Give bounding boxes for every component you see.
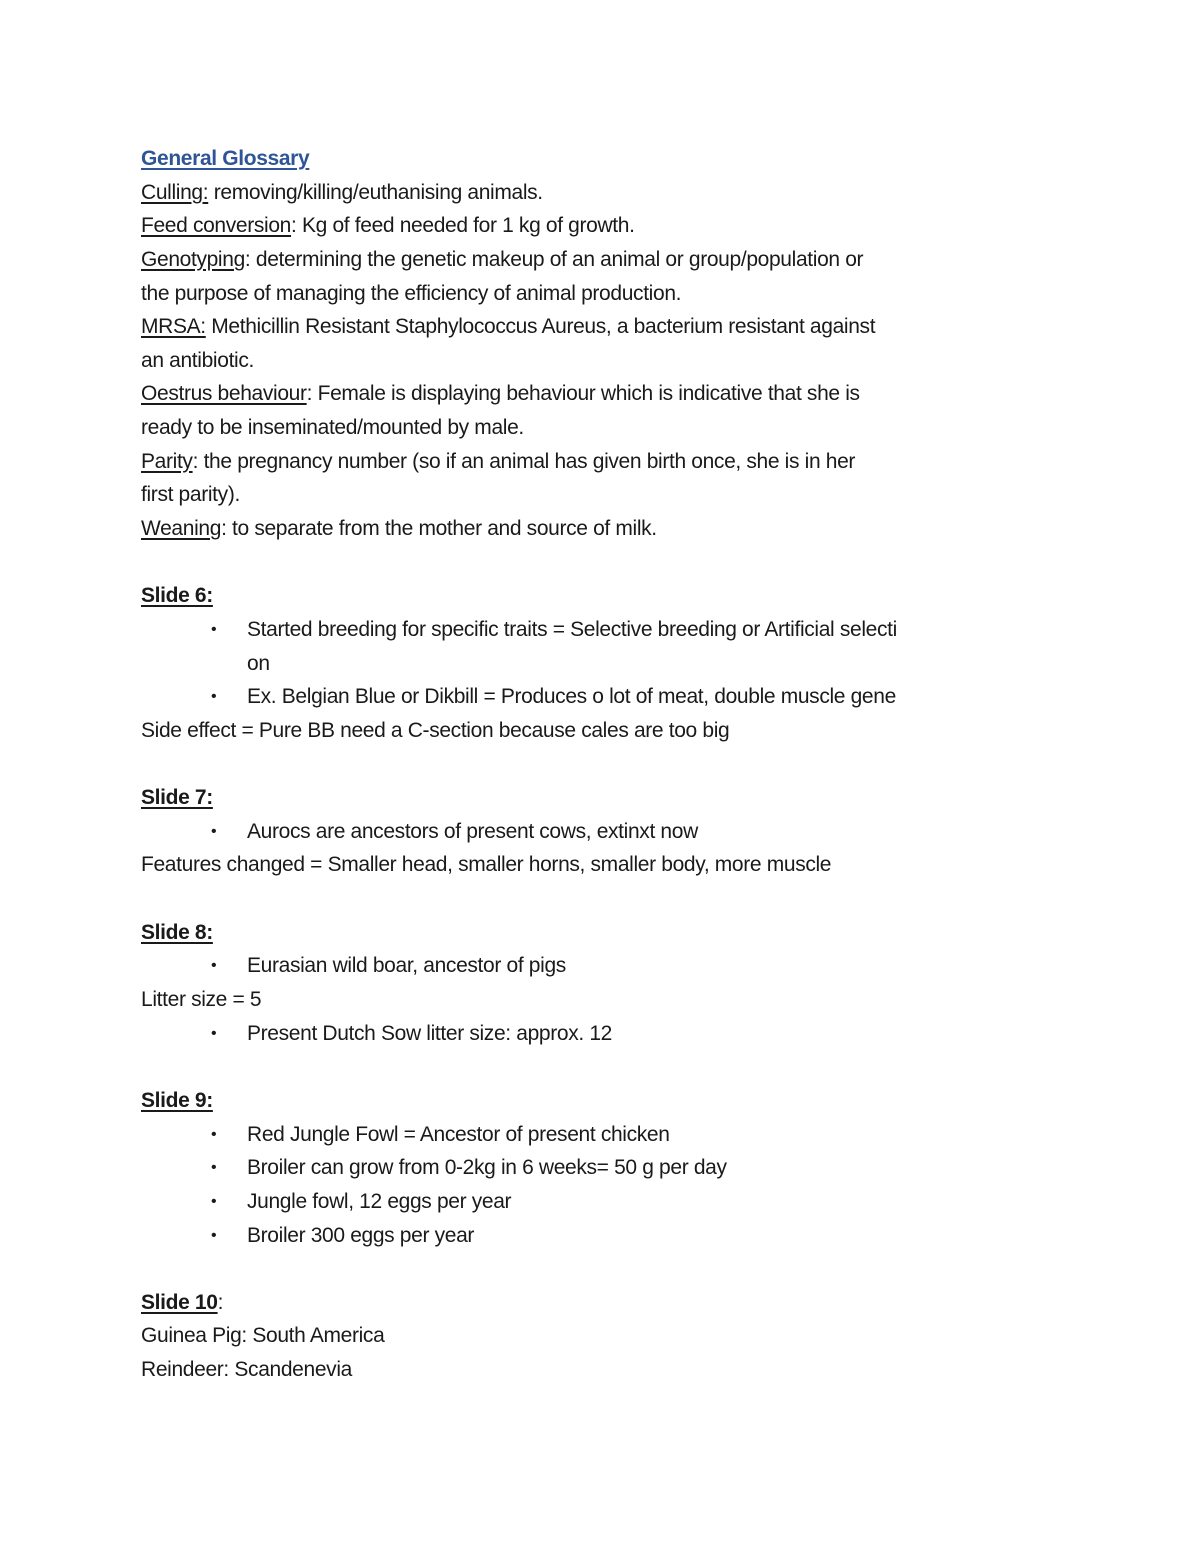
blank-line — [141, 748, 1071, 782]
bullet-icon: • — [211, 1159, 217, 1177]
line-text: Red Jungle Fowl = Ancestor of present chicken — [247, 1122, 670, 1146]
text-line — [141, 176, 1071, 210]
term-label: Feed conversion — [141, 214, 292, 238]
bullet-item — [141, 1118, 1071, 1152]
text-line — [141, 848, 1071, 882]
bullet-icon: • — [211, 1024, 217, 1042]
slide-heading — [141, 1286, 1071, 1320]
bullet-item — [141, 1151, 1071, 1185]
text-line — [141, 983, 1071, 1017]
bullet-icon: • — [211, 1192, 217, 1210]
slide-heading — [141, 579, 1071, 613]
line-text: removing/killing/euthanising animals. — [208, 180, 543, 204]
line-text: : — [217, 1290, 224, 1314]
text-line — [141, 277, 1071, 311]
document-body — [141, 142, 1071, 1387]
line-text: on — [247, 651, 270, 675]
line-text: : Female is displaying behaviour which is indicative that she is — [306, 382, 860, 406]
bullet-item — [141, 815, 1071, 849]
term-label: Genotyping — [141, 247, 245, 271]
text-line — [141, 209, 1071, 243]
blank-line — [141, 1050, 1071, 1084]
text-line — [141, 512, 1071, 546]
term-label: Slide 7: — [141, 786, 213, 810]
line-text: Guinea Pig: South America — [141, 1324, 385, 1348]
line-text: : the pregnancy number (so if an animal has given birth once, she is in her — [192, 449, 856, 473]
bullet-item — [141, 949, 1071, 983]
line-text: Broiler 300 eggs per year — [247, 1223, 475, 1247]
term-label: Oestrus behaviour — [141, 382, 307, 406]
line-text: Jungle fowl, 12 eggs per year — [247, 1189, 512, 1213]
bullet-icon: • — [211, 1226, 217, 1244]
text-line — [141, 377, 1071, 411]
line-text: Aurocs are ancestors of present cows, extinxt now — [247, 819, 698, 843]
line-text: Litter size = 5 — [141, 988, 262, 1012]
bullet-icon: • — [211, 822, 217, 840]
bullet-item — [141, 1185, 1071, 1219]
slide-heading — [141, 1084, 1071, 1118]
bullet-item — [141, 1017, 1071, 1051]
line-text: Reindeer: Scandenevia — [141, 1358, 352, 1382]
term-label: Weaning — [141, 517, 222, 541]
line-text: : determining the genetic makeup of an animal or group/population or — [244, 247, 864, 271]
line-text: ready to be inseminated/mounted by male. — [141, 416, 524, 440]
line-text: Eurasian wild boar, ancestor of pigs — [247, 954, 566, 978]
bullet-item — [141, 1219, 1071, 1253]
blank-line — [141, 546, 1071, 580]
term-label: Slide 10 — [141, 1290, 218, 1314]
line-text: an antibiotic. — [141, 348, 255, 372]
text-line — [141, 344, 1071, 378]
bullet-item — [141, 613, 1071, 647]
text-line — [141, 714, 1071, 748]
term-label: Slide 6: — [141, 584, 213, 608]
text-line — [141, 478, 1071, 512]
term-label: General Glossary — [141, 147, 310, 170]
text-line — [141, 411, 1071, 445]
line-text: Features changed = Smaller head, smaller horns, smaller body, more muscle — [141, 853, 832, 877]
line-text: Broiler can grow from 0-2kg in 6 weeks= 50 g per day — [247, 1156, 727, 1180]
line-text: : to separate from the mother and source of milk. — [221, 517, 657, 541]
bullet-icon: • — [211, 957, 217, 975]
text-line — [141, 647, 1071, 681]
term-label: Slide 9: — [141, 1088, 213, 1112]
glossary-heading — [141, 142, 1071, 176]
text-line — [141, 310, 1071, 344]
line-text: Side effect = Pure BB need a C-section because cales are too big — [141, 718, 730, 742]
line-text: Present Dutch Sow litter size: approx. 12 — [247, 1021, 612, 1045]
slide-heading — [141, 916, 1071, 950]
bullet-icon: • — [211, 1125, 217, 1143]
text-line — [141, 243, 1071, 277]
term-label: Culling: — [141, 180, 209, 204]
text-line — [141, 445, 1071, 479]
text-line — [141, 1319, 1071, 1353]
line-text: the purpose of managing the efficiency of animal production. — [141, 281, 682, 305]
term-label: MRSA: — [141, 315, 206, 339]
line-text: Methicillin Resistant Staphylococcus Aureus, a bacterium resistant against — [205, 315, 876, 339]
bullet-item — [141, 680, 1071, 714]
blank-line — [141, 882, 1071, 916]
term-label: Slide 8: — [141, 920, 213, 944]
bullet-icon: • — [211, 620, 217, 638]
slide-heading — [141, 781, 1071, 815]
line-text: Ex. Belgian Blue or Dikbill = Produces o lot of meat, double muscle gene — [247, 685, 896, 709]
line-text: : Kg of feed needed for 1 kg of growth. — [291, 214, 635, 238]
text-line — [141, 1353, 1071, 1387]
bullet-icon: • — [211, 688, 217, 706]
line-text: Started breeding for specific traits = Selective breeding or Artificial selecti — [247, 617, 897, 641]
blank-line — [141, 1252, 1071, 1286]
term-label: Parity — [141, 449, 193, 473]
line-text: first parity). — [141, 483, 240, 507]
